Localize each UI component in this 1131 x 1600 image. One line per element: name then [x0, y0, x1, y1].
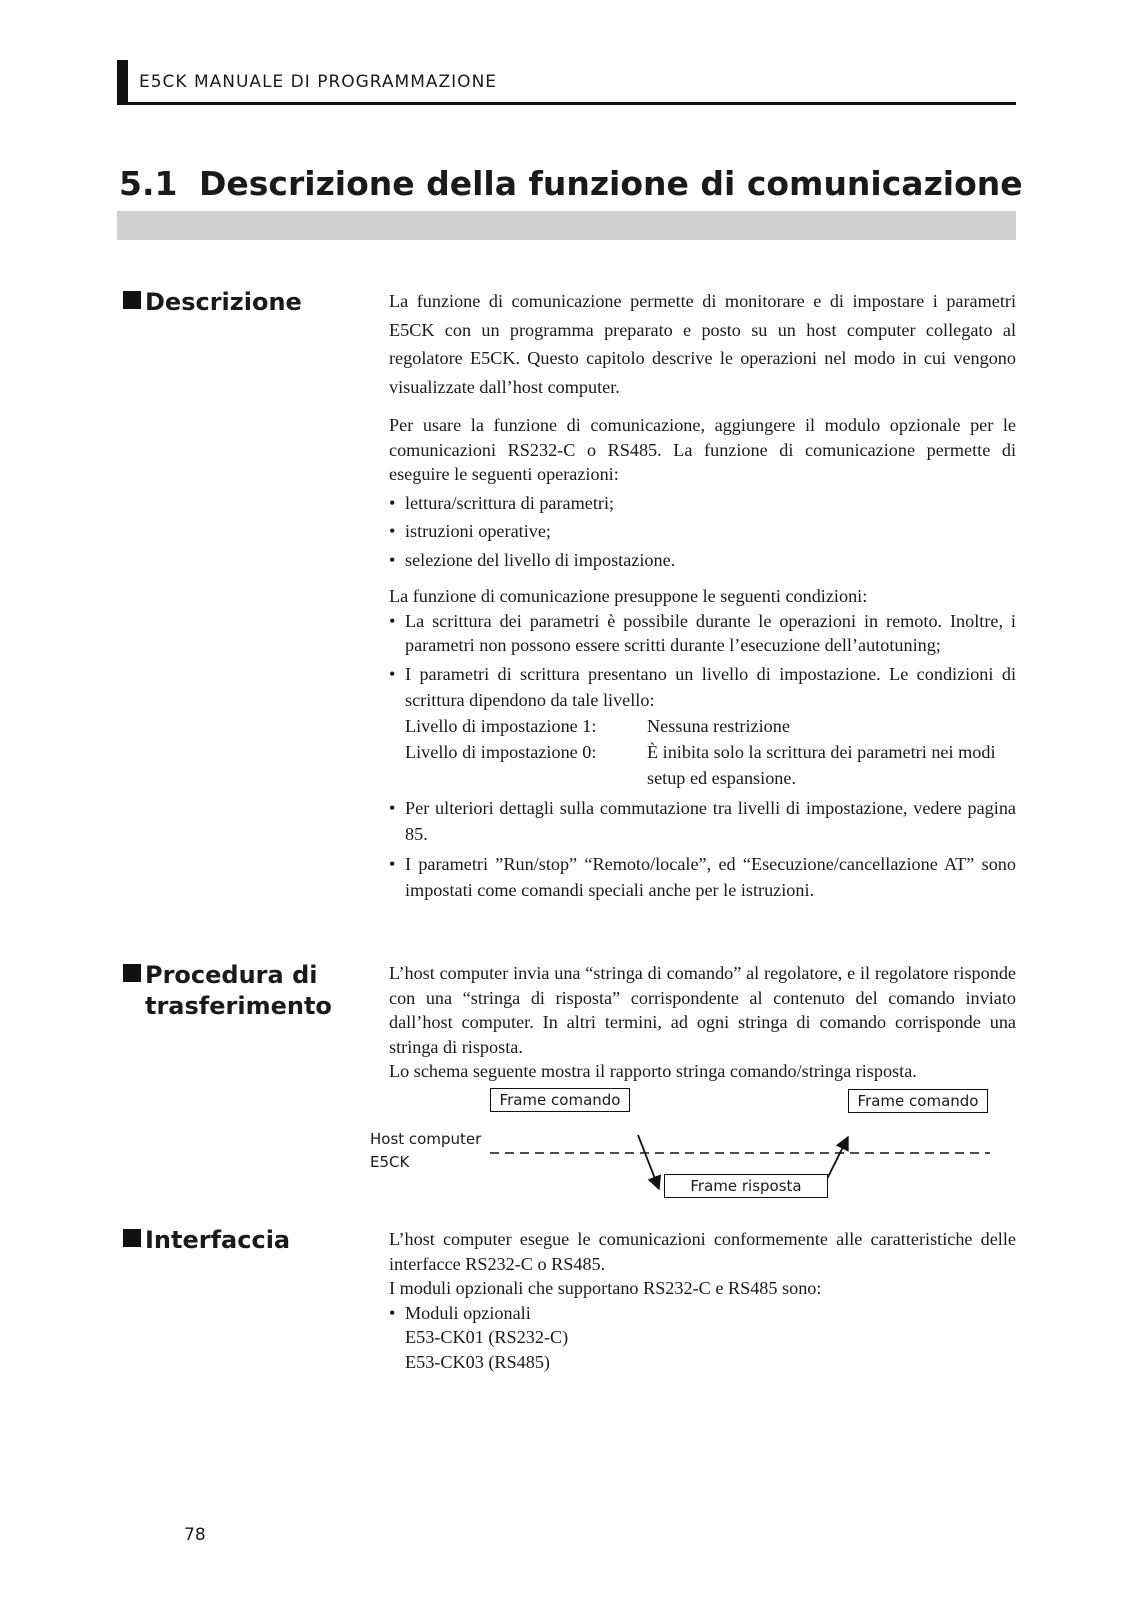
transfer-diagram — [370, 1091, 1020, 1225]
level-desc: È inibita solo la scrittura dei parametri nei modi setup ed espansione. — [647, 741, 996, 788]
interfaccia-para1: L’host computer esegue le comunicazioni conformemente alle caratteristiche delle interfacce RS232-C o RS485. — [389, 1229, 1016, 1274]
descrizione-body — [389, 287, 1016, 903]
level-label: Livello di impostazione 0: — [405, 741, 597, 762]
section-title-text: Descrizione della funzione di comunicazione — [199, 164, 1023, 203]
diagram-lines — [370, 1105, 1020, 1225]
list-item: • I parametri ”Run/stop” “Remoto/locale”, ed “Esecuzione/cancellazione AT” sono impostati come comandi speciali anche per le istruzioni. — [389, 851, 1016, 903]
modules-list — [389, 1301, 1016, 1326]
level-label: Livello di impostazione 1: — [405, 715, 597, 736]
operations-list — [389, 491, 1016, 573]
square-bullet-icon — [123, 1229, 141, 1247]
frame-command-box-1: Frame comando — [490, 1088, 630, 1112]
command-arrow — [638, 1135, 659, 1189]
list-item: • Moduli opzionali — [389, 1301, 1016, 1326]
square-bullet-icon — [123, 291, 141, 309]
list-item: • La scrittura dei parametri è possibile durante le operazioni in remoto. Inoltre, i parametri non possono essere scritti durante l’esecuzione dell’autotuning; — [389, 609, 1016, 658]
page-number: 78 — [184, 1525, 206, 1545]
conditions-list — [389, 609, 1016, 713]
level-row — [389, 713, 1016, 739]
square-bullet-icon — [123, 964, 141, 982]
header-bar — [117, 60, 128, 105]
frame-command-box-2: Frame comando — [848, 1089, 988, 1113]
module-item: E53-CK03 (RS485) — [405, 1351, 550, 1372]
module-item: E53-CK01 (RS232-C) — [405, 1327, 569, 1347]
frame-response-box: Frame risposta — [664, 1174, 828, 1198]
descrizione-para2: Per usare la funzione di comunicazione, aggiungere il modulo opzionale per le comunicazioni RS232-C o RS485. La funzione di comunicazione permette di eseguire le seguenti operazioni: — [389, 415, 1016, 485]
e5ck-label: E5CK — [370, 1153, 410, 1171]
procedura-body — [389, 961, 1016, 1084]
running-header: E5CK MANUALE DI PROGRAMMAZIONE — [139, 72, 498, 92]
level-row — [389, 739, 1016, 791]
list-item: • I parametri di scrittura presentano un livello di impostazione. Le condizioni di scrittura dipendono da tale livello: — [389, 661, 1016, 713]
response-arrow — [825, 1137, 848, 1183]
title-band — [117, 211, 1016, 240]
descrizione-para3: La funzione di comunicazione presuppone le seguenti condizioni: — [389, 586, 868, 607]
conditions-list-2 — [389, 795, 1016, 903]
list-item: • selezione del livello di impostazione. — [389, 548, 1016, 573]
interfaccia-para2: I moduli opzionali che supportano RS232-C e RS485 sono: — [389, 1278, 822, 1298]
heading-procedura: Procedura di trasferimento — [123, 960, 332, 1022]
procedura-para1: L’host computer invia una “stringa di comando” al regolatore, e il regolatore risponde con una “stringa di risposta” corrispondente al contenuto del comando inviato dall’host computer. In altri termini, ad ogni stringa di comando corrisponde una stringa di risposta. — [389, 963, 1016, 1057]
procedura-para2: Lo schema seguente mostra il rapporto stringa comando/stringa risposta. — [389, 1061, 917, 1081]
level-desc: Nessuna restrizione — [647, 715, 790, 736]
list-item: • Per ulteriori dettagli sulla commutazione tra livelli di impostazione, vedere pagina 85. — [389, 795, 1016, 847]
header-rule — [117, 102, 1016, 105]
list-item: • lettura/scrittura di parametri; — [389, 491, 1016, 516]
list-item: • istruzioni operative; — [389, 519, 1016, 544]
heading-descrizione: Descrizione — [123, 287, 302, 318]
section-title — [119, 164, 1023, 203]
host-computer-label: Host computer — [370, 1130, 482, 1148]
descrizione-para1: La funzione di comunicazione permette di monitorare e di impostare i parametri E5CK con un programma preparato e posto su un host computer collegato al regolatore E5CK. Questo capitolo descrive le operazioni nel modo in cui vengono visualizzate dall’host computer. — [389, 291, 1016, 397]
interfaccia-body — [389, 1227, 1016, 1374]
section-number: 5.1 — [119, 164, 178, 203]
heading-interfaccia: Interfaccia — [123, 1225, 290, 1256]
